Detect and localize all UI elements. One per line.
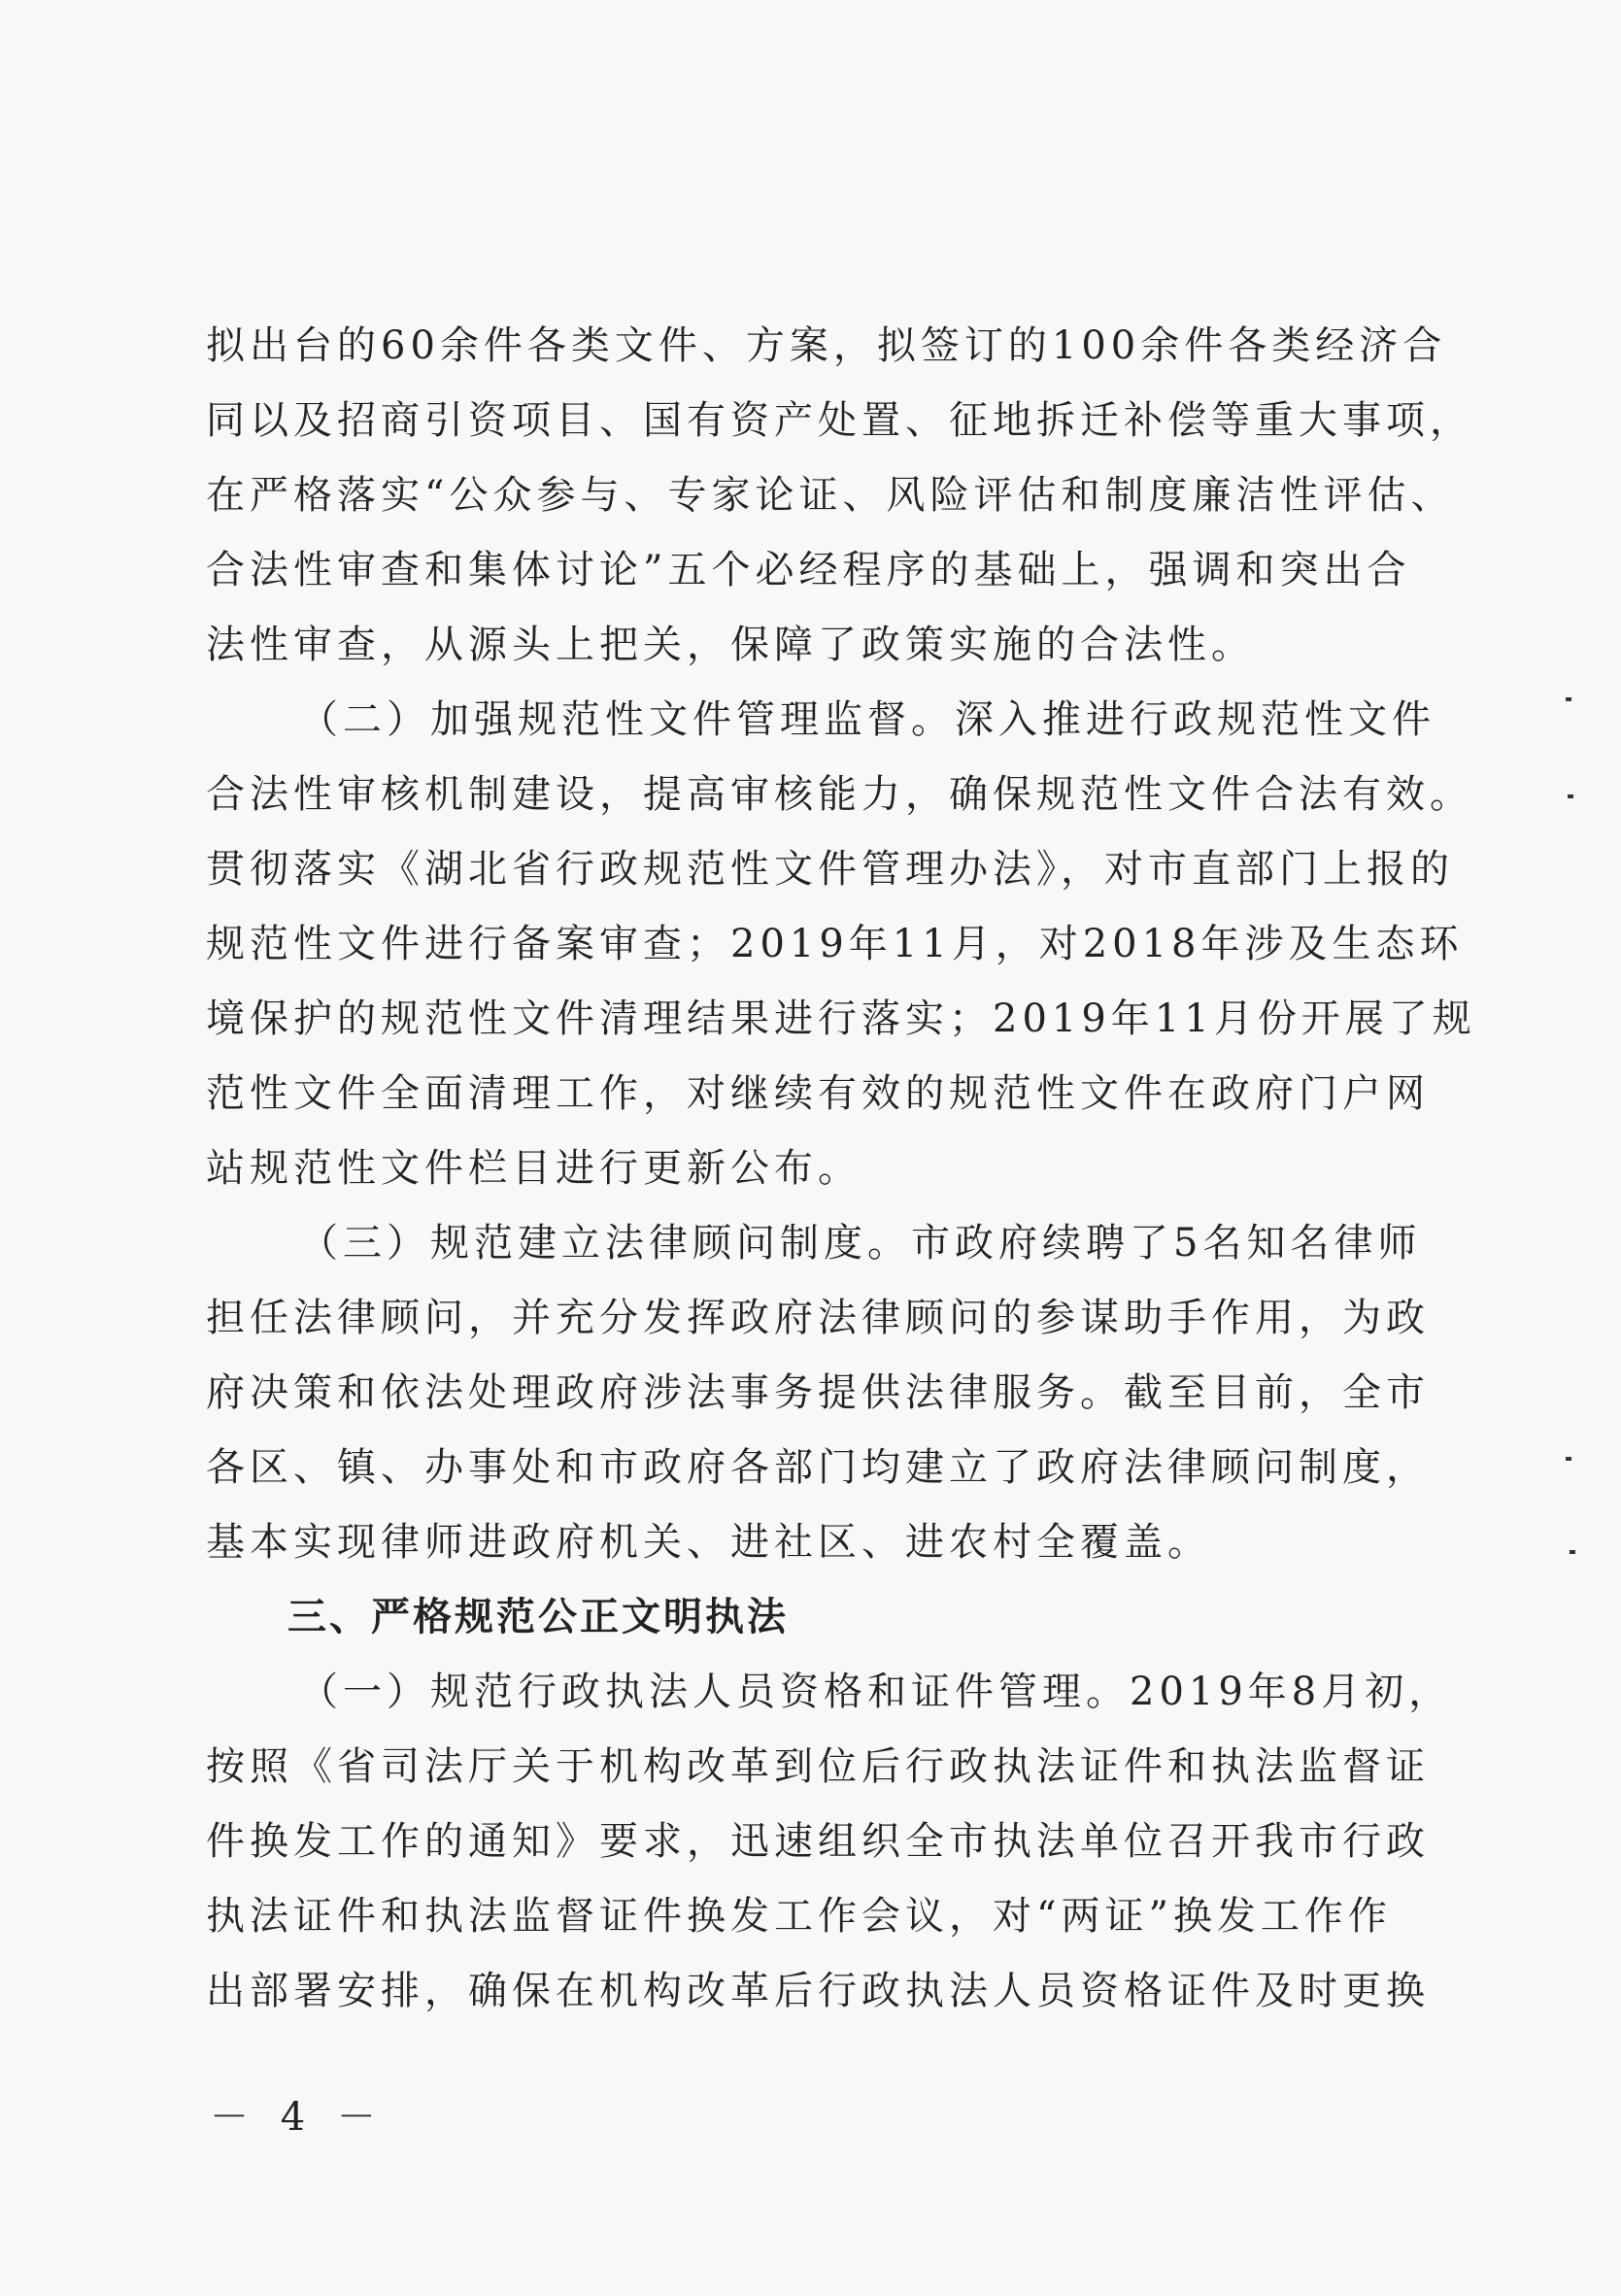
text-line: 在严格落实“公众参与、专家论证、风险评估和制度廉洁性评估、 bbox=[206, 473, 1455, 518]
paragraph-start-line: （三）规范建立法律顾问制度。市政府续聘了5名知名律师 bbox=[299, 1221, 1422, 1266]
text-line: 范性文件全面清理工作，对继续有效的规范性文件在政府门户网 bbox=[206, 1071, 1430, 1116]
paragraph-start-line: （一）规范行政执法人员资格和证件管理。2019年8月初， bbox=[299, 1670, 1453, 1714]
text-line: 担任法律顾问，并充分发挥政府法律顾问的参谋助手作用，为政 bbox=[206, 1296, 1430, 1340]
scan-mark bbox=[1568, 794, 1573, 798]
section-heading: 三、严格规范公正文明执法 bbox=[287, 1595, 789, 1639]
text-line: 贯彻落实《湖北省行政规范性文件管理办法》，对市直部门上报的 bbox=[206, 847, 1454, 892]
text-line: 件换发工作的通知》要求，迅速组织全市执法单位召开我市行政 bbox=[206, 1819, 1430, 1864]
scan-mark bbox=[1566, 697, 1571, 701]
text-line: 拟出台的60余件各类文件、方案，拟签订的100余件各类经济合 bbox=[206, 323, 1447, 368]
scan-mark bbox=[1566, 1457, 1571, 1461]
scan-mark bbox=[1570, 1550, 1575, 1554]
text-line: 合法性审核机制建设，提高审核能力，确保规范性文件合法有效。 bbox=[206, 772, 1473, 817]
page-number: － 4 － bbox=[210, 2095, 386, 2140]
text-line: 基本实现律师进政府机关、进社区、进农村全覆盖。 bbox=[206, 1520, 1211, 1565]
text-line: 规范性文件进行备案审查；2019年11月，对2018年涉及生态环 bbox=[206, 922, 1464, 966]
paragraph-start-line: （二）加强规范性文件管理监督。深入推进行政规范性文件 bbox=[299, 697, 1435, 742]
text-line: 合法性审查和集体讨论”五个必经程序的基础上，强调和突出合 bbox=[206, 548, 1411, 592]
text-line: 府决策和依法处理政府涉法事务提供法律服务。截至目前，全市 bbox=[206, 1370, 1430, 1415]
text-line: 站规范性文件栏目进行更新公布。 bbox=[206, 1146, 861, 1191]
body-text bbox=[206, 309, 1476, 2029]
text-line: 出部署安排，确保在机构改革后行政执法人员资格证件及时更换 bbox=[206, 1969, 1430, 2013]
text-line: 各区、镇、办事处和市政府各部门均建立了政府法律顾问制度， bbox=[206, 1445, 1430, 1490]
text-line: 同以及招商引资项目、国有资产处置、征地拆迁补偿等重大事项， bbox=[206, 398, 1473, 443]
text-line: 法性审查，从源头上把关，保障了政策实施的合法性。 bbox=[206, 623, 1255, 667]
text-line: 境保护的规范性文件清理结果进行落实；2019年11月份开展了规 bbox=[206, 996, 1476, 1041]
text-line: 按照《省司法厅关于机构改革到位后行政执法证件和执法监督证 bbox=[206, 1744, 1430, 1789]
text-line: 执法证件和执法监督证件换发工作会议，对“两证”换发工作作 bbox=[206, 1894, 1392, 1939]
